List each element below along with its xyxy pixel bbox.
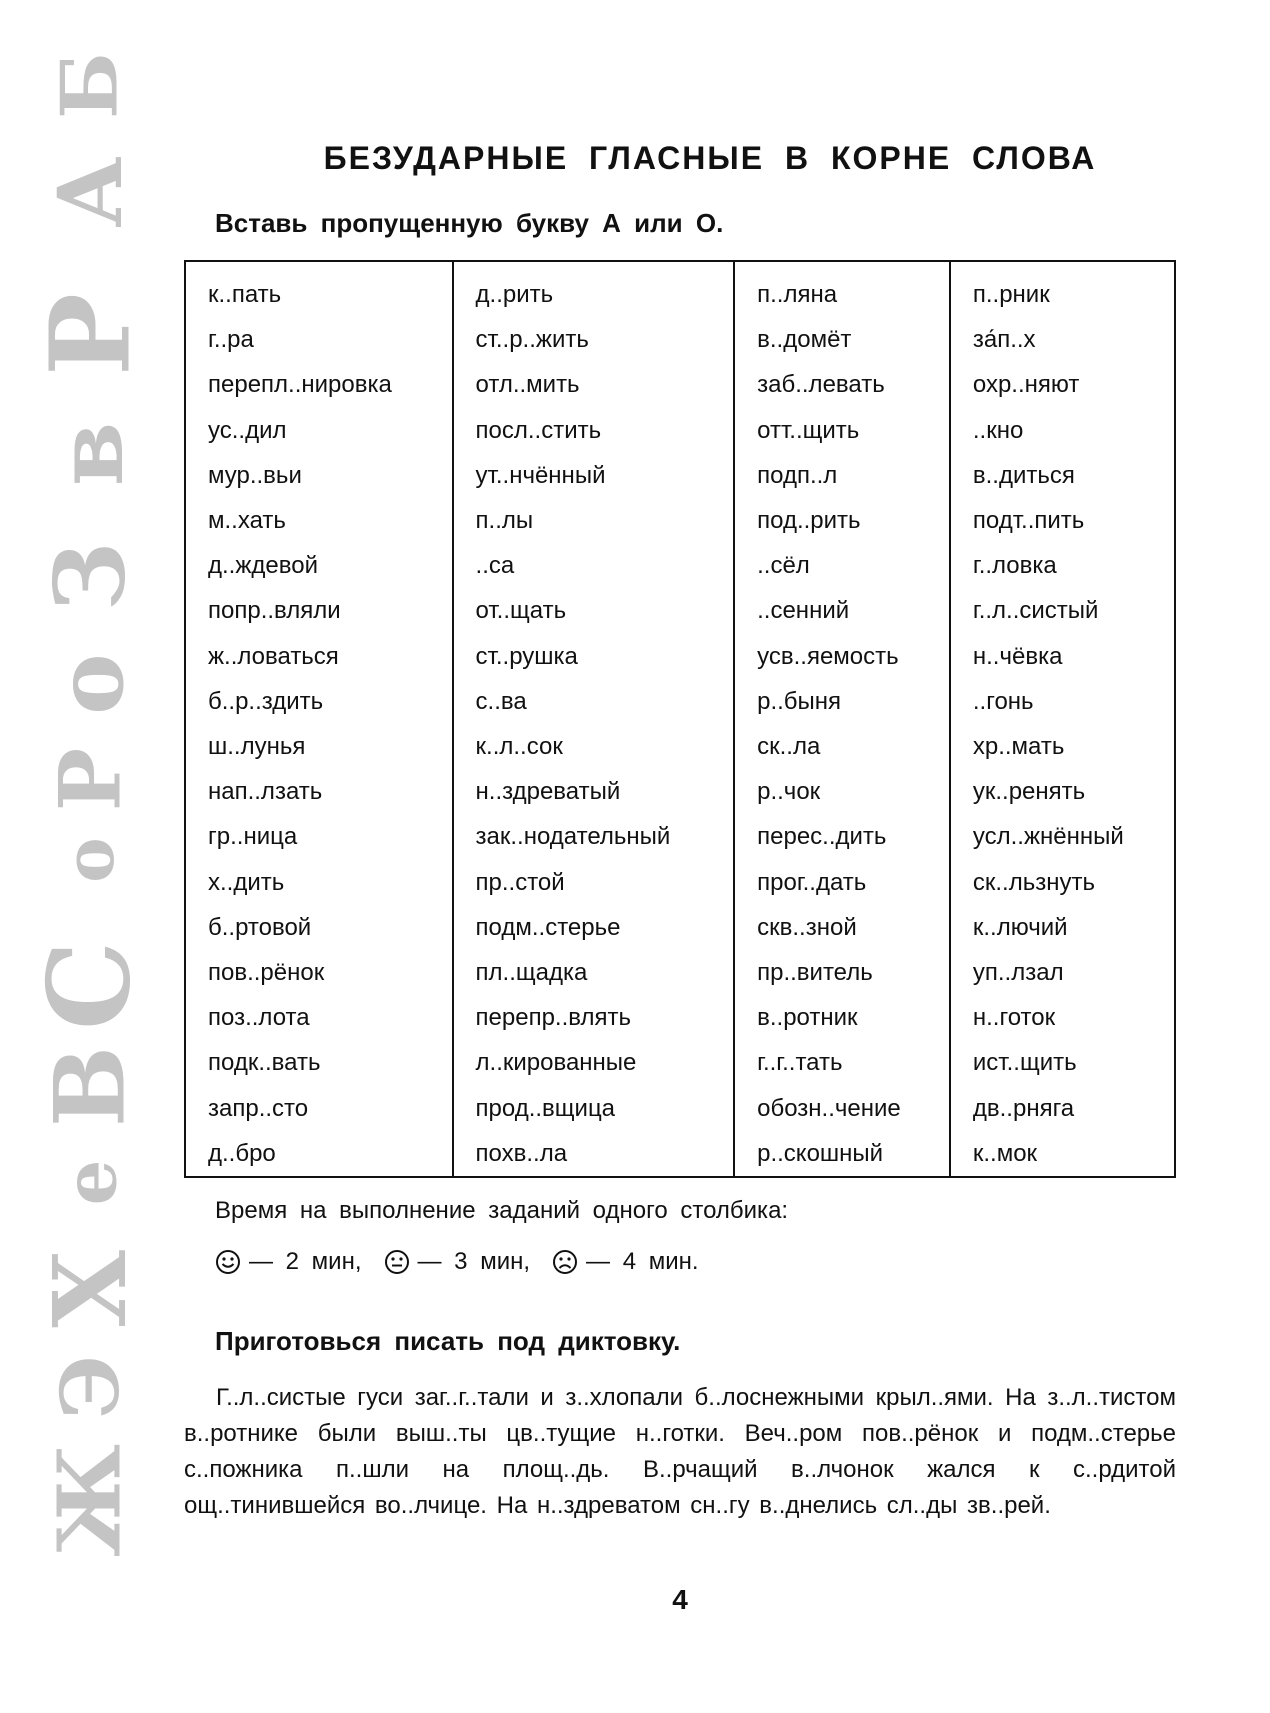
word-item: от..щать	[475, 597, 567, 625]
word-column-2	[453, 261, 735, 1177]
word-item: р..быня	[757, 687, 842, 715]
word-item: прод..вщица	[475, 1094, 616, 1122]
word-item: пов..рёнок	[208, 959, 325, 987]
word-item: прог..дать	[757, 868, 867, 896]
word-item: п..лы	[475, 507, 534, 535]
time-label-happy: — 2 мин,	[249, 1248, 362, 1275]
word-column-4	[950, 261, 1175, 1177]
time-item-happy	[215, 1248, 370, 1276]
word-item: н..готок	[972, 1004, 1056, 1032]
word-item: подм..стерье	[475, 913, 621, 941]
word-item: к..л..сок	[475, 733, 563, 761]
word-item: б..ртовой	[208, 913, 312, 941]
word-item: ..сенний	[757, 597, 850, 625]
margin-letter: е	[47, 1159, 133, 1206]
word-item: р..чок	[757, 778, 821, 806]
word-item: в..домёт	[757, 326, 852, 354]
word-item: усл..жнённый	[972, 823, 1124, 851]
word-item: ..кно	[972, 416, 1024, 444]
word-item: д..рить	[475, 281, 554, 308]
word-item: ск..льзнуть	[972, 868, 1095, 896]
word-item: отл..мить	[475, 371, 580, 399]
time-label-sad: — 4 мин.	[586, 1248, 699, 1275]
margin-letter: Б	[44, 52, 136, 119]
margin-letter: С	[24, 940, 156, 1031]
word-item: г..г..тать	[757, 1049, 843, 1077]
word-item: ж..ловаться	[208, 642, 339, 670]
word-item: к..лючий	[972, 913, 1068, 941]
word-item: ук..ренять	[972, 778, 1086, 806]
word-item: мур..вьи	[208, 461, 302, 489]
sad-face-icon	[552, 1249, 578, 1275]
word-item: б..р..здить	[208, 687, 324, 715]
word-item: д..ждевой	[208, 552, 318, 580]
word-item: подт..пить	[972, 507, 1085, 535]
task-instruction-1: Вставь пропущенную букву А или О.	[215, 208, 724, 238]
word-item: пл..щадка	[475, 959, 588, 987]
word-item: к..пать	[208, 281, 282, 308]
time-label-neutral: — 3 мин,	[417, 1248, 531, 1275]
word-item: ист..щить	[972, 1049, 1077, 1077]
word-item: г..ра	[208, 326, 254, 354]
word-item: д..бро	[208, 1139, 276, 1167]
page-title: БЕЗУДАРНЫЕ ГЛАСНЫЕ В КОРНЕ СЛОВА	[323, 140, 1097, 176]
word-item: отт..щить	[757, 416, 860, 444]
word-item: похв..ла	[475, 1139, 568, 1167]
time-item-sad	[552, 1248, 707, 1276]
word-item: ст..рушка	[475, 642, 578, 670]
word-item: дв..рняга	[972, 1094, 1075, 1122]
margin-letter: В	[33, 1045, 147, 1128]
word-item: пр..стой	[475, 868, 565, 896]
word-item: ..са	[475, 552, 515, 580]
margin-letter: о	[50, 837, 130, 883]
word-item: поз..лота	[208, 1004, 310, 1032]
word-item: перепр..влять	[475, 1004, 631, 1032]
word-item: заб..левать	[757, 371, 885, 399]
margin-letter: в	[36, 422, 144, 486]
word-item: ст..р..жить	[475, 326, 589, 354]
margin-letter: Ж	[39, 1444, 141, 1557]
word-item: г..ловка	[972, 552, 1057, 580]
word-item: ..сёл	[757, 552, 810, 580]
word-item: л..кированные	[475, 1049, 637, 1077]
word-item: н..здреватый	[475, 778, 621, 806]
word-item: н..чёвка	[972, 642, 1063, 670]
dictation-text: Г..л..систые гуси заг..г..тали и з..хлопали б..лоснежными крыл..ями. На з..л..тистом в..ротнике были выш..ты цв..тущие н..готки. Веч..ром пов..рёнок и подм..стерье с..пожника п..шли на площ..дь. В..рчащий в..лчонок жался к с..рдитой ощ..тинившейся во..лчице. На н..здреватом сн..гу в..днелись сл..ды зв..рей.	[184, 1384, 1176, 1519]
word-item: с..ва	[475, 687, 527, 715]
word-item: ..гонь	[972, 687, 1034, 715]
word-column-1	[185, 261, 453, 1177]
word-item: посл..стить	[475, 416, 602, 444]
word-item: ск..ла	[757, 733, 821, 761]
page-number: 4	[672, 1584, 688, 1615]
word-item: п..рник	[972, 281, 1050, 308]
neutral-face-icon	[384, 1249, 410, 1275]
word-item: нап..лзать	[208, 778, 323, 806]
margin-letter: Р	[40, 747, 140, 812]
margin-letter: о	[36, 653, 144, 715]
word-item: попр..вляли	[208, 597, 341, 625]
margin-alphabet-decoration	[20, 40, 160, 1680]
word-item: р..скошный	[757, 1139, 884, 1167]
word-column-3	[734, 261, 950, 1177]
margin-letter: Р	[25, 293, 155, 376]
word-item: х..дить	[208, 868, 285, 896]
time-limits	[215, 1248, 721, 1276]
margin-letter: Х	[31, 1250, 149, 1328]
word-item: г..л..систый	[972, 597, 1099, 625]
word-table	[184, 260, 1176, 1178]
margin-letter: А	[38, 156, 142, 228]
word-item: охр..няют	[972, 371, 1080, 399]
word-item: гр..ница	[208, 823, 298, 851]
word-item: к..мок	[972, 1139, 1038, 1167]
word-item: м..хать	[208, 507, 286, 535]
word-item: перепл..нировка	[208, 371, 392, 399]
time-note: Время на выполнение заданий одного столбика:	[215, 1197, 789, 1224]
word-item: ш..лунья	[208, 733, 306, 761]
margin-letter: Э	[43, 1355, 137, 1419]
word-item: хр..мать	[972, 733, 1065, 761]
margin-letter: З	[33, 541, 147, 612]
word-item: подк..вать	[208, 1049, 321, 1077]
word-item: запр..сто	[208, 1094, 309, 1122]
word-item: п..ляна	[757, 281, 838, 308]
word-item: в..диться	[972, 461, 1075, 489]
word-item: зак..нодательный	[475, 823, 671, 851]
word-item: подп..л	[757, 461, 838, 489]
word-item: перес..дить	[757, 823, 887, 851]
word-item: под..рить	[757, 507, 861, 535]
task-instruction-2: Приготовься писать под диктовку.	[215, 1326, 681, 1356]
word-item: уп..лзал	[972, 959, 1064, 987]
word-item: скв..зной	[757, 913, 857, 941]
word-item: за́п..х	[972, 326, 1036, 354]
word-item: ус..дил	[208, 416, 287, 444]
word-item: в..ротник	[757, 1004, 858, 1032]
time-item-neutral	[384, 1248, 539, 1276]
word-item: усв..яемость	[757, 642, 899, 670]
word-item: обозн..чение	[757, 1094, 901, 1122]
word-item: пр..витель	[757, 959, 873, 987]
happy-face-icon	[215, 1249, 241, 1275]
word-item: ут..нчённый	[475, 461, 606, 489]
